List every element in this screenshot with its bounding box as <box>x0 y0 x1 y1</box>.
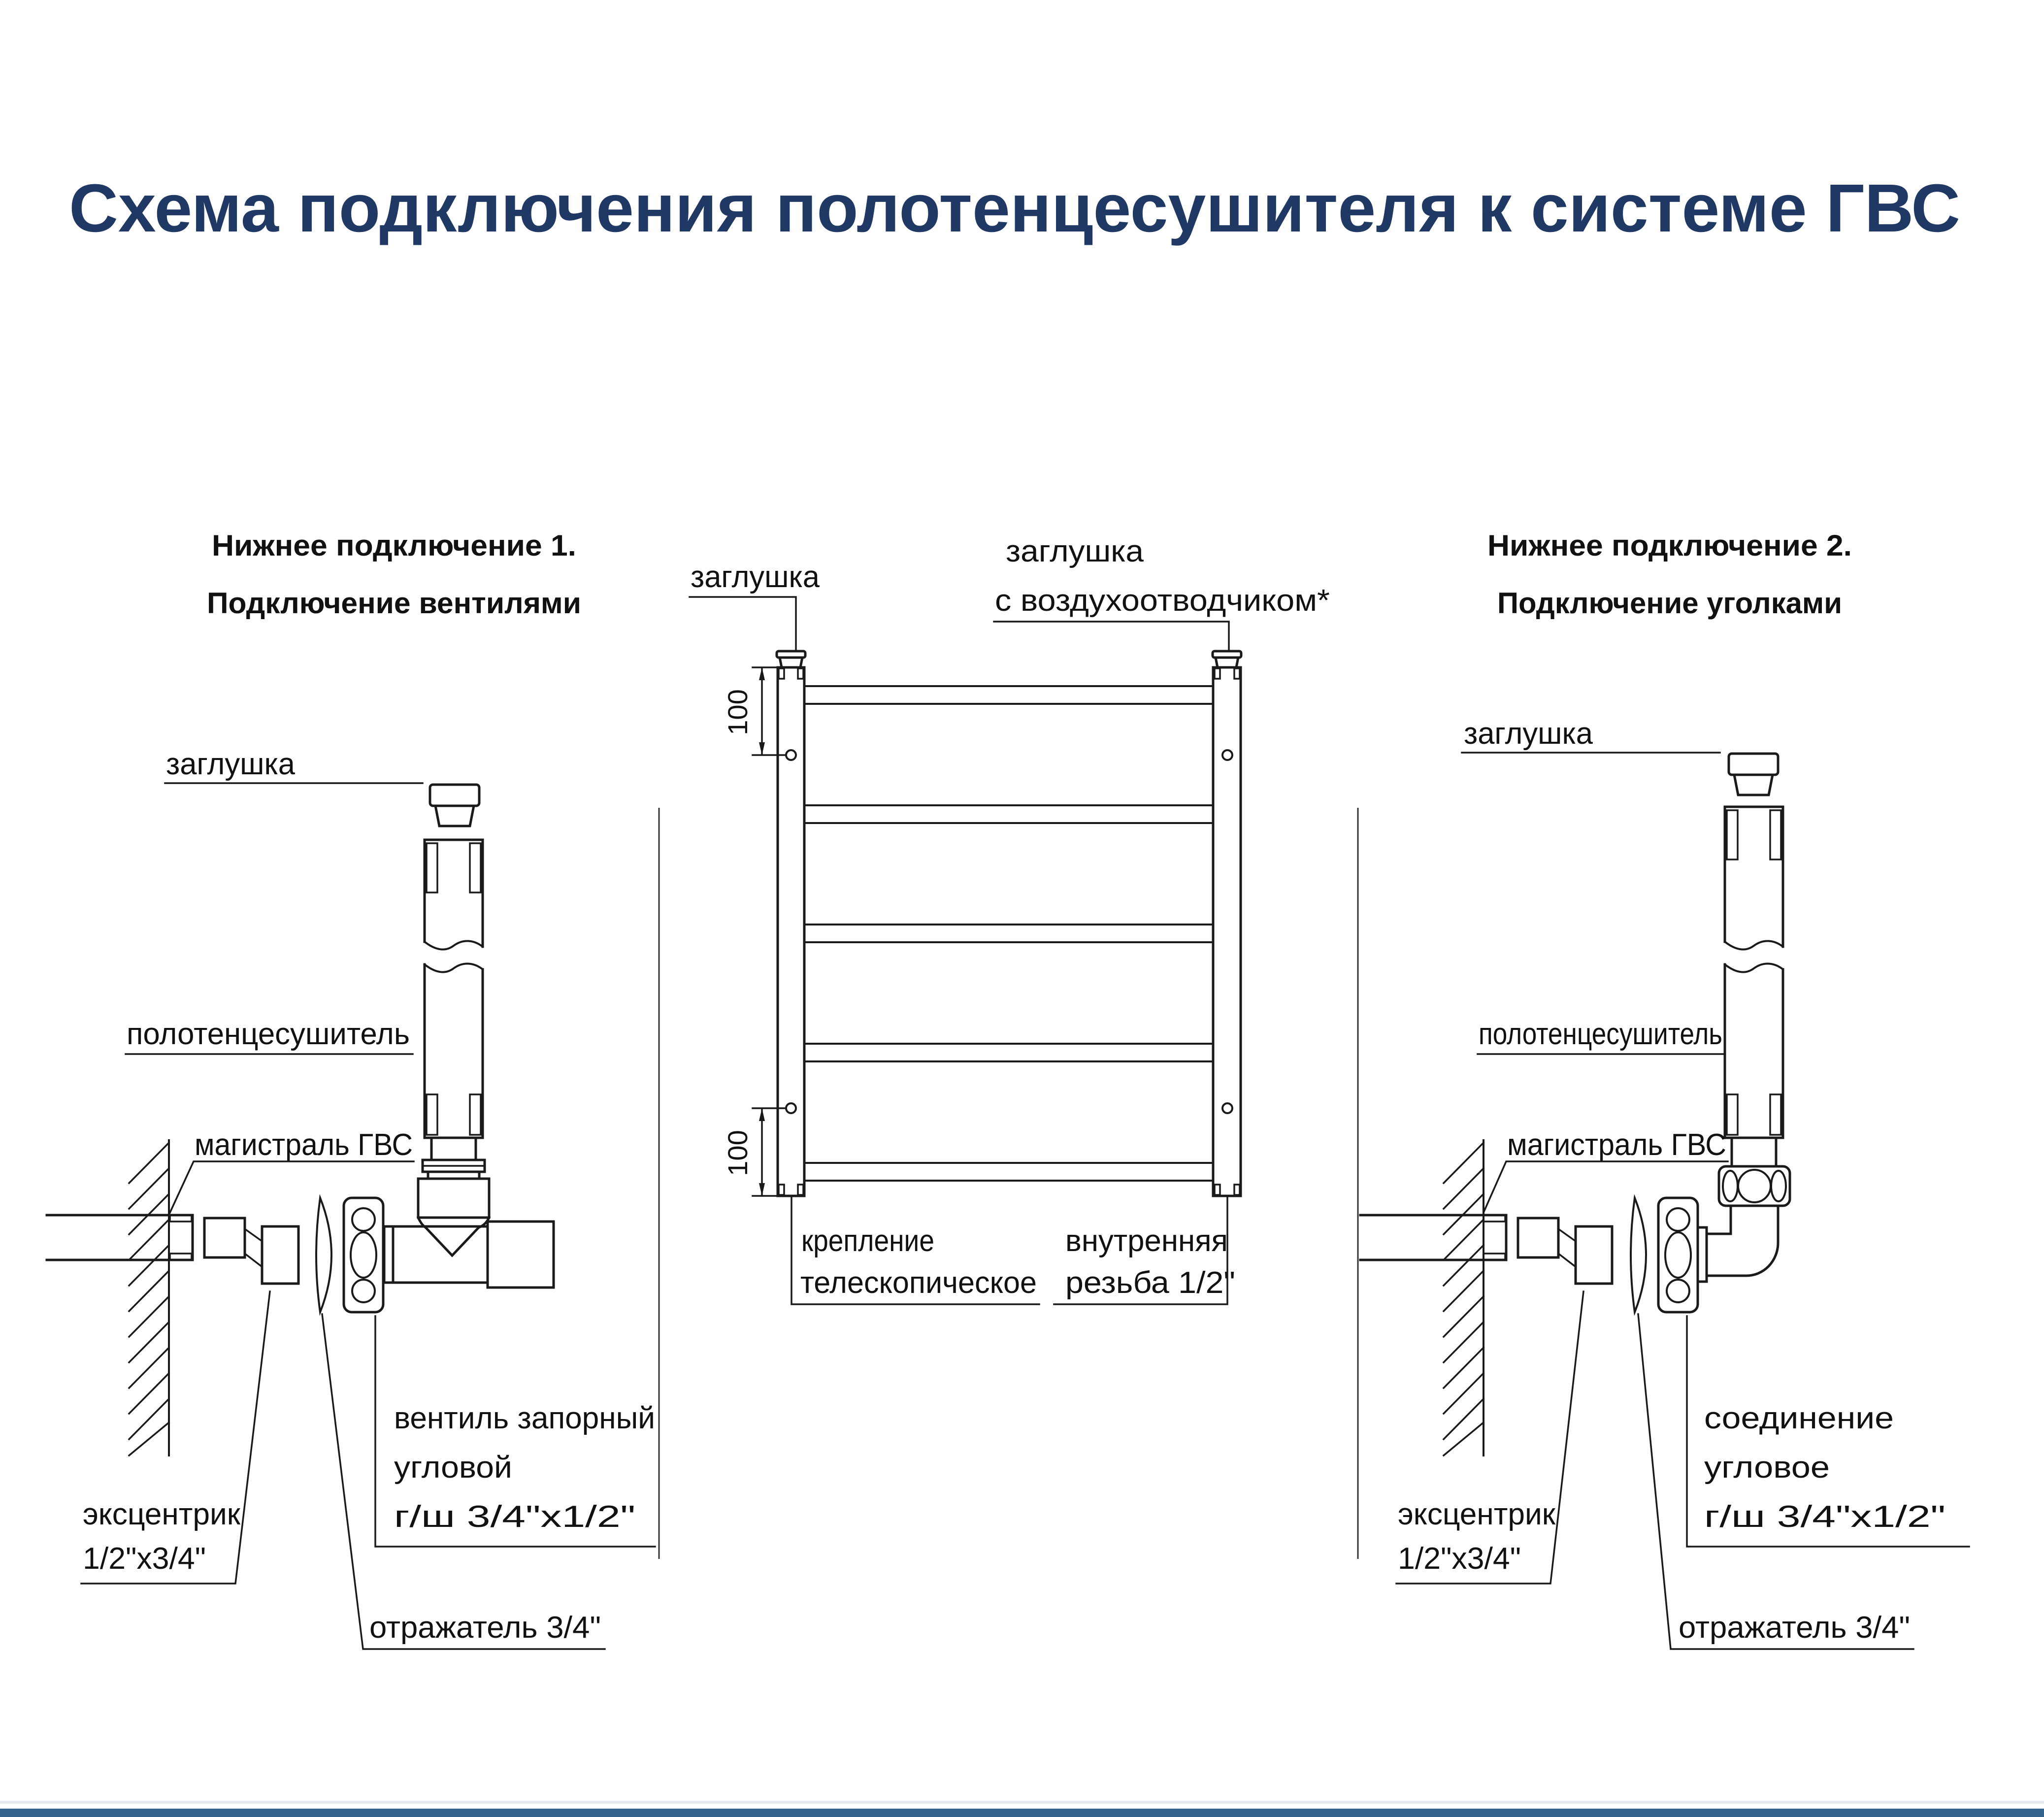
left-label-towel-rail <box>126 1017 413 1054</box>
right-towel-rail-label: полотенцесушитель <box>1479 1017 1722 1051</box>
left-valve-bonnet <box>488 1222 554 1288</box>
center-air-plug-label-line2: с воздухоотводчиком* <box>995 584 1330 618</box>
left-eccentric-label-line2: 1/2"х3/4" <box>83 1542 206 1576</box>
left-towel-rail-label: полотенцесушитель <box>127 1017 410 1051</box>
left-plug-label: заглушка <box>166 747 296 781</box>
left-valve-label-line2: угловой <box>394 1451 512 1485</box>
dimension-bottom-value: 100 <box>722 1130 753 1176</box>
right-elbow-label-line3: г/ш 3/4"х1/2" <box>1704 1500 1945 1534</box>
right-heading-line1: Нижнее подключение 2. <box>1487 529 1852 562</box>
footer-bar <box>0 1809 2044 1817</box>
center-mount-label-line2: телескопическое <box>800 1266 1037 1300</box>
mount-hole-bottom-left <box>786 1103 796 1113</box>
center-plug-label: заглушка <box>691 560 820 594</box>
left-valve-label-line1: вентиль запорный <box>394 1401 655 1435</box>
left-main-line-label: магистраль ГВС <box>195 1128 413 1162</box>
left-angle-valve <box>384 1218 554 1288</box>
right-elbow-label-line2: угловое <box>1704 1451 1830 1485</box>
left-union-nut <box>344 1198 383 1312</box>
right-eccentric-label-line1: эксцентрик <box>1398 1497 1556 1531</box>
mount-hole-top-right <box>1222 750 1232 760</box>
footer-accent-line <box>0 1801 2044 1804</box>
mount-hole-top-left <box>786 750 796 760</box>
right-reflector-label: отражатель 3/4" <box>1679 1611 1910 1645</box>
page-title: Схема подключения полотенцесушителя к системе ГВС <box>69 170 1960 246</box>
center-thread-label-line2: резьба 1/2" <box>1065 1266 1235 1300</box>
center-mount-label-line1: крепление <box>801 1224 934 1258</box>
right-elbow-label-line1: соединение <box>1704 1401 1894 1435</box>
left-heading-line1: Нижнее подключение 1. <box>212 529 576 562</box>
dimension-top-value: 100 <box>722 689 753 735</box>
right-union-nut <box>1658 1198 1698 1312</box>
left-valve-label-line3: г/ш 3/4"х1/2" <box>394 1500 635 1534</box>
right-plug-label: заглушка <box>1464 717 1593 751</box>
center-air-plug-label-line1: заглушка <box>1006 534 1144 568</box>
right-main-line-label: магистраль ГВС <box>1507 1128 1726 1162</box>
left-eccentric-label-line1: эксцентрик <box>83 1497 241 1531</box>
right-eccentric-label-line2: 1/2"х3/4" <box>1398 1542 1521 1576</box>
left-heading-line2: Подключение вентилями <box>207 587 581 620</box>
left-reflector-label: отражатель 3/4" <box>369 1611 601 1645</box>
center-thread-label-line1: внутренняя <box>1065 1224 1228 1258</box>
right-heading-line2: Подключение уголками <box>1497 587 1842 620</box>
mount-hole-bottom-right <box>1222 1103 1232 1113</box>
right-label-towel-rail <box>1478 1017 1723 1054</box>
